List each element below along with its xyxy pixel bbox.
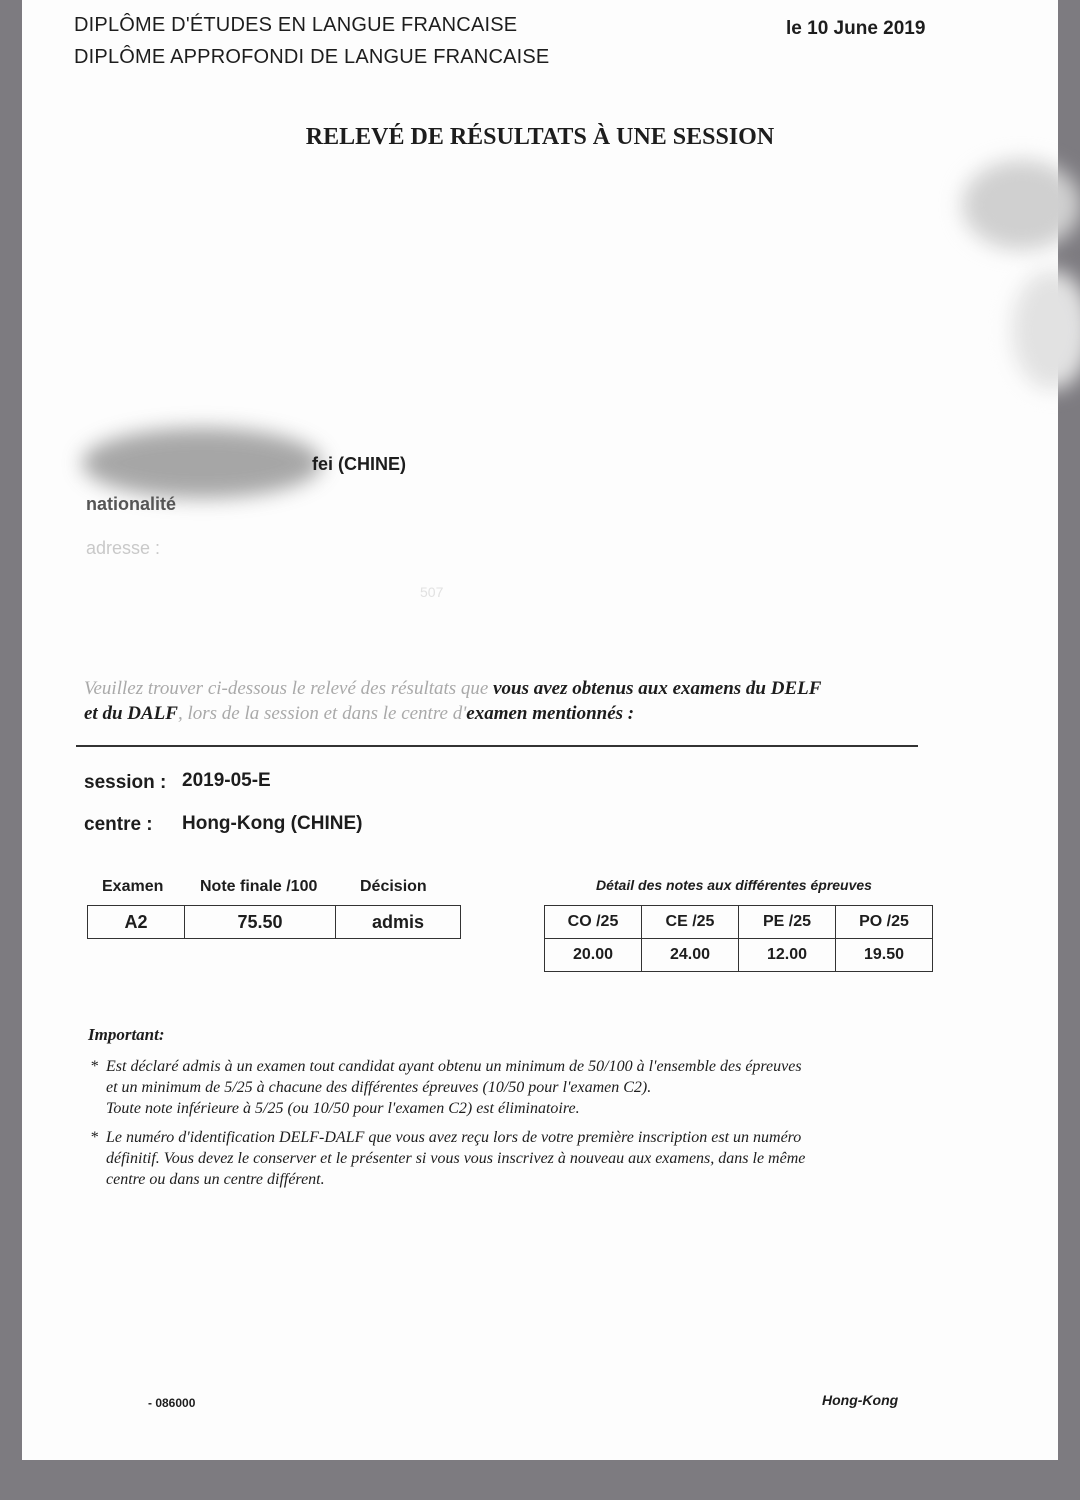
intro-line1-faint: Veuillez trouver ci-dessous le relevé des résultats que xyxy=(84,678,489,699)
header-line-2: DIPLÔME APPROFONDI DE LANGUE FRANCAISE xyxy=(74,46,550,68)
centre-value: Hong-Kong (CHINE) xyxy=(182,813,363,834)
header-line-1: DIPLÔME D'ÉTUDES EN LANGUE FRANCAISE xyxy=(74,14,518,36)
detail-head-ce: CE /25 xyxy=(642,906,739,939)
nationality-label: nationalité xyxy=(86,494,177,514)
col-head-decision: Décision xyxy=(360,878,427,895)
results-table xyxy=(87,905,461,939)
important-title: Important: xyxy=(88,1025,165,1044)
document-title: RELEVÉ DE RÉSULTATS À UNE SESSION xyxy=(305,124,775,150)
session-label: session : xyxy=(84,772,167,793)
intro-line2-bold-a: et du DALF xyxy=(84,703,178,724)
col-head-note: Note finale /100 xyxy=(200,878,318,895)
bullet-1: * xyxy=(90,1058,98,1075)
important-paragraph-2 xyxy=(106,1127,946,1190)
detail-co: 20.00 xyxy=(545,939,642,972)
address-label: adresse : xyxy=(86,538,161,558)
detail-table xyxy=(544,905,933,972)
table-row xyxy=(545,939,933,972)
result-decision: admis xyxy=(336,906,461,939)
detail-ce: 24.00 xyxy=(642,939,739,972)
footer-code: - 086000 xyxy=(148,1396,196,1410)
important-p2-line2: définitif. Vous devez le conserver et le présenter si vous vous inscrivez à nouveau aux examens, dans le même xyxy=(106,1150,806,1167)
intro-paragraph xyxy=(84,676,944,726)
smudge-right xyxy=(962,160,1080,250)
important-p2-line3: centre ou dans un centre différent. xyxy=(106,1171,325,1188)
detail-title: Détail des notes aux différentes épreuves xyxy=(596,877,872,893)
document-page xyxy=(22,0,1058,1460)
table-row xyxy=(545,906,933,939)
centre-label: centre : xyxy=(84,814,153,835)
redaction-blur xyxy=(82,428,322,498)
bullet-2: * xyxy=(90,1129,98,1146)
important-p1-line2: et un minimum de 5/25 à chacune des différentes épreuves (10/50 pour l'examen C2). xyxy=(106,1079,652,1096)
result-examen: A2 xyxy=(88,906,185,939)
col-head-examen: Examen xyxy=(102,878,164,895)
detail-head-co: CO /25 xyxy=(545,906,642,939)
candidate-place: fei (CHINE) xyxy=(312,454,406,474)
important-p2-line1: Le numéro d'identification DELF-DALF que vous avez reçu lors de votre première inscription est un numéro xyxy=(106,1129,802,1146)
important-p1-line3: Toute note inférieure à 5/25 (ou 10/50 pour l'examen C2) est éliminatoire. xyxy=(106,1100,580,1117)
intro-line2-faint: , lors de la session et dans le centre d' xyxy=(177,703,467,724)
intro-line1-bold: vous avez obtenus aux examens du DELF xyxy=(488,678,822,699)
document-date: le 10 June 2019 xyxy=(786,18,926,39)
table-row xyxy=(88,906,461,939)
address-fragment: 507 xyxy=(420,584,444,600)
footer-city: Hong-Kong xyxy=(822,1392,899,1408)
intro-line2-bold-b: examen mentionnés : xyxy=(466,703,635,724)
important-p1-line1: Est déclaré admis à un examen tout candidat ayant obtenu un minimum de 50/100 à l'ensemble des épreuves xyxy=(106,1058,802,1075)
detail-po: 19.50 xyxy=(836,939,933,972)
smudge-right-2 xyxy=(1012,270,1080,390)
result-note: 75.50 xyxy=(185,906,336,939)
detail-head-pe: PE /25 xyxy=(739,906,836,939)
detail-head-po: PO /25 xyxy=(836,906,933,939)
detail-pe: 12.00 xyxy=(739,939,836,972)
important-paragraph-1 xyxy=(106,1056,926,1119)
divider xyxy=(76,745,918,747)
session-value: 2019-05-E xyxy=(182,770,271,791)
